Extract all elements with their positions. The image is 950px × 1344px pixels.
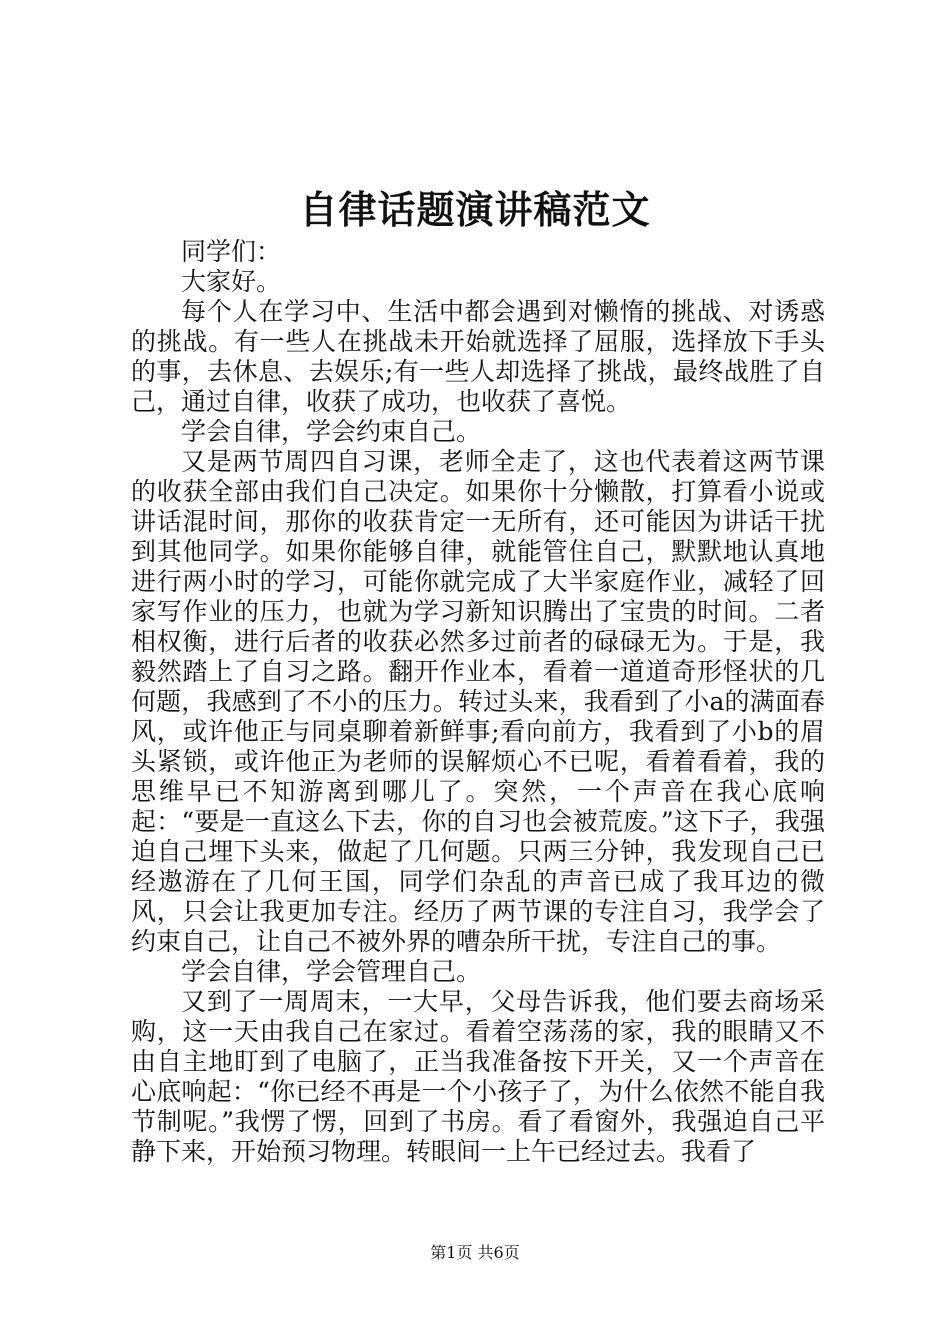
paragraph-self-study: 又是两节周四自习课，老师全走了，这也代表着这两节课的收获全部由我们自己决定。如果你十分懒散，打算看小说或讲话混时间，那你的收获肯定一无所有，还可能因为讲话干扰到其他同学。如果你能够自律，就能管住自己，默默地认真地进行两小时的学习，可能你就完成了大半家庭作业，减轻了回家写作业的压力，也就为学习新知识腾出了宝贵的时间。二者相权衡，进行后者的收获必然多过前者的碌碌无为。于是，我毅然踏上了自习之路。翻开作业本，看着一道道奇形怪状的几何题，我感到了不小的压力。转过头来，我看到了小a的满面春风，或许他正与同桌聊着新鲜事;看向前方，我看到了小b的眉头紧锁，或许他正为老师的误解烦心不已呢，看着看着，我的思维早已不知游离到哪儿了。突然，一个声音在我心底响起：“要是一直这么下去，你的自习也会被荒废。”这下子，我强迫自己埋下头来，做起了几何题。只两三分钟，我发现自己已经遨游在了几何王国，同学们杂乱的声音已成了我耳边的微风，只会让我更加专注。经历了两节课的专注自习，我学会了约束自己，让自己不被外界的嘈杂所干扰，专注自己的事。 [131,447,825,956]
paragraph-weekend: 又到了一周周末，一大早，父母告诉我，他们要去商场采购，这一天由我自己在家过。看着空荡荡的家，我的眼睛又不由自主地盯到了电脑了，正当我准备按下开关，又一个声音在心底响起：“你已经不再是一个小孩子了，为什么依然不能自我节制呢。”我愣了愣，回到了书房。看了看窗外，我强迫自己平静下来，开始预习物理。转眼间一上午已经过去。我看了 [131,987,825,1166]
document-title: 自律话题演讲稿范文 [299,187,651,232]
section-heading-management: 学会自律，学会管理自己。 [181,957,482,986]
greeting: 大家好。 [181,267,282,296]
salutation: 同学们： [181,237,282,266]
paragraph-intro: 每个人在学习中、生活中都会遇到对懒惰的挑战、对诱惑的挑战。有一些人在挑战未开始就选择了屈服，选择放下手头的事，去休息、去娱乐;有一些人却选择了挑战，最终战胜了自己，通过自律，收获了成功，也收获了喜悦。 [131,297,825,416]
document-body [131,237,825,1167]
section-heading-restraint: 学会自律，学会约束自己。 [181,417,482,446]
page-footer: 第1页 共6页 [430,1243,520,1262]
